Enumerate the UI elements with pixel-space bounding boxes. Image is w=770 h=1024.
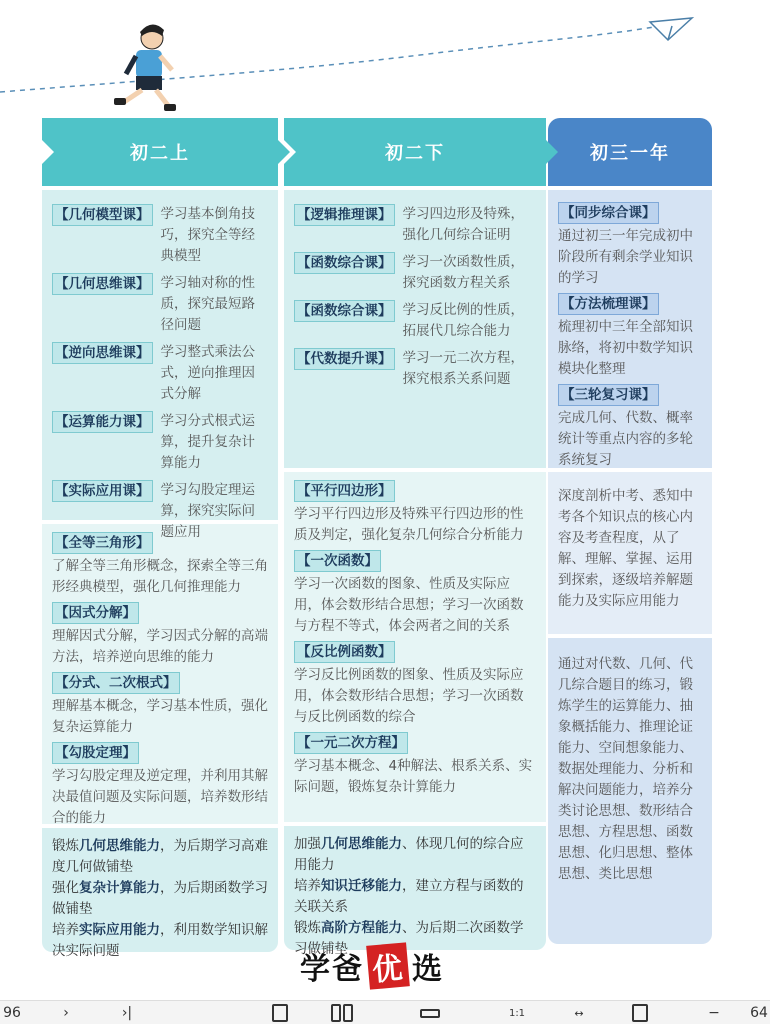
- summary-bold: 复杂计算能力: [79, 880, 160, 896]
- course-tag: 【函数综合课】: [294, 300, 395, 322]
- column-header: [42, 118, 278, 186]
- summary-box: [548, 638, 712, 944]
- summary-line: [52, 920, 268, 962]
- summary-pre: 培养: [294, 878, 321, 894]
- topic-tag: 【分式、二次根式】: [52, 672, 180, 694]
- scroll-view-icon[interactable]: [418, 1003, 442, 1023]
- logo-text: 选: [412, 952, 444, 987]
- summary-bold: 几何思维能力: [79, 838, 160, 854]
- course-desc: 梳理初中三年全部知识脉络，将初中数学知识模块化整理: [558, 319, 693, 377]
- course-row: [294, 204, 536, 246]
- course-tag: 【代数提升课】: [294, 348, 395, 370]
- summary-bold: 高阶方程能力: [321, 920, 402, 936]
- courses-box: [42, 190, 278, 540]
- topic-desc: 理解因式分解，学习因式分解的高端方法，培养逆向思维的能力: [52, 628, 268, 665]
- summary-line: [294, 834, 536, 876]
- topic-tag: 【平行四边形】: [294, 480, 395, 502]
- actual-size-icon[interactable]: 1:1: [508, 1007, 526, 1019]
- course-desc: 学习一次函数性质，探究函数方程关系: [402, 254, 524, 291]
- summary-text: 通过对代数、几何、代几综合题目的练习，锻炼学生的运算能力、抽象概括能力、推理论证能力、空间想象能力、数据处理能力、分析和解决问题能力，培养分类讨论思想、数形结合思想、方程思想、函数思想、化归思想、整体思想、类比思想: [558, 656, 693, 882]
- summary-box: [42, 828, 278, 959]
- running-boy-icon: [114, 24, 176, 111]
- topic: [294, 480, 536, 546]
- summary-line: [294, 876, 536, 918]
- column-grade9: [548, 118, 712, 944]
- topics-box: [42, 524, 278, 824]
- course-tag: 【实际应用课】: [52, 480, 153, 502]
- course-desc: 通过初三一年完成初中阶段所有剩余学业知识的学习: [558, 228, 693, 286]
- course: [558, 384, 702, 471]
- summary-pre: 锻炼: [294, 920, 321, 936]
- topic-desc: 学习平行四边形及特殊平行四边形的性质及判定，强化复杂几何综合分析能力: [294, 506, 524, 543]
- topic-desc: 学习勾股定理及逆定理，并利用其解决最值问题及实际问题，培养数形结合的能力: [52, 768, 268, 826]
- viewer-toolbar: [0, 1000, 770, 1024]
- topic: [52, 672, 268, 738]
- brand-logo: [300, 944, 444, 988]
- summary-bold: 知识迁移能力: [321, 878, 402, 894]
- double-page-icon[interactable]: [330, 1003, 354, 1023]
- summary-line: [52, 878, 268, 920]
- topic-desc: 学习基本概念、4种解法、根系关系、实际问题，锻炼复杂计算能力: [294, 758, 533, 795]
- summary-line: [52, 836, 268, 878]
- course-desc: 学习反比例的性质，拓展代几综合能力: [402, 302, 524, 339]
- topic: [294, 641, 536, 728]
- fit-width-icon[interactable]: ↔: [574, 1006, 584, 1020]
- last-page-icon[interactable]: ›|: [121, 1005, 133, 1021]
- course: [558, 202, 702, 289]
- logo-text: 学爸: [300, 952, 364, 987]
- topic-tag: 【反比例函数】: [294, 641, 395, 663]
- next-page-icon[interactable]: ›: [63, 1005, 69, 1021]
- course-desc: 学习基本倒角技巧，探究全等经典模型: [160, 206, 255, 264]
- summary-pre: 锻炼: [52, 838, 79, 854]
- course-row: [52, 204, 268, 267]
- course: [558, 293, 702, 380]
- summary-post: 、为后期二次函数学习做铺垫: [294, 920, 524, 957]
- column-title: 初三一年: [590, 143, 670, 164]
- courses-box: [284, 190, 546, 468]
- course-row: [294, 348, 536, 390]
- course-row: [294, 252, 536, 294]
- exam-analysis-text: 深度剖析中考、悉知中考各个知识点的核心内容及考查程度，从了解、理解、掌握、运用到探索，逐级培养解题能力及实际应用能力: [558, 488, 693, 609]
- course-tag: 【逻辑推理课】: [294, 204, 395, 226]
- column-title: 初二上: [130, 143, 190, 164]
- summary-post: 、体现几何的综合应用能力: [294, 836, 524, 873]
- course-tag: 【运算能力课】: [52, 411, 153, 433]
- course-tag: 【函数综合课】: [294, 252, 395, 274]
- topic-desc: 学习一次函数的图象、性质及实际应用，体会数形结合思想；学习一次函数与方程不等式，体会两者之间的关系: [294, 576, 524, 634]
- summary-box: [284, 826, 546, 957]
- course-tag: 【三轮复习课】: [558, 384, 659, 406]
- topic-desc: 理解基本概念，学习基本性质，强化复杂运算能力: [52, 698, 268, 735]
- page-number-left: 96: [3, 1005, 21, 1021]
- header-decoration: [0, 0, 770, 118]
- paper-plane-icon: [650, 18, 692, 40]
- course-desc: 学习勾股定理运算，探究实际问题应用: [160, 482, 255, 540]
- column-header: [284, 118, 546, 186]
- summary-pre: 加强: [294, 836, 321, 852]
- summary-post: ，为后期学习高难度几何做铺垫: [52, 838, 268, 875]
- fit-page-icon[interactable]: [628, 1003, 652, 1023]
- course-desc: 学习一元二次方程，探究根系关系问题: [402, 350, 524, 387]
- single-page-icon[interactable]: [270, 1003, 290, 1023]
- topic-tag: 【一次函数】: [294, 550, 381, 572]
- course-desc: 学习轴对称的性质，探究最短路径问题: [160, 275, 255, 333]
- topic-tag: 【全等三角形】: [52, 532, 153, 554]
- topic: [294, 732, 536, 798]
- course-desc: 学习四边形及特殊，强化几何综合证明: [402, 206, 524, 243]
- topics-box: [284, 472, 546, 822]
- zoom-out-icon[interactable]: −: [708, 1005, 720, 1021]
- topic: [294, 550, 536, 637]
- summary-post: ，建立方程与函数的关联关系: [294, 878, 524, 915]
- summary-bold: 实际应用能力: [79, 922, 160, 938]
- logo-highlight: 优: [366, 942, 410, 989]
- course-tag: 【同步综合课】: [558, 202, 659, 224]
- course-tag: 【方法梳理课】: [558, 293, 659, 315]
- course-row: [52, 342, 268, 405]
- topic-desc: 了解全等三角形概念，探索全等三角形经典模型，强化几何推理能力: [52, 558, 268, 595]
- course-tag: 【几何思维课】: [52, 273, 153, 295]
- topic-tag: 【一元二次方程】: [294, 732, 408, 754]
- course-row: [294, 300, 536, 342]
- summary-pre: 培养: [52, 922, 79, 938]
- summary-bold: 几何思维能力: [321, 836, 402, 852]
- course-desc: 学习分式根式运算，提升复杂计算能力: [160, 413, 255, 471]
- summary-post: ，为后期函数学习做铺垫: [52, 880, 268, 917]
- course-desc: 学习整式乘法公式，逆向推理因式分解: [160, 344, 255, 402]
- topic-tag: 【因式分解】: [52, 602, 139, 624]
- summary-pre: 强化: [52, 880, 79, 896]
- page-number-right: 64: [750, 1005, 768, 1021]
- exam-analysis-box: [548, 472, 712, 634]
- column-title: 初二下: [385, 143, 445, 164]
- column-grade8-first: [42, 118, 278, 959]
- topic-tag: 【勾股定理】: [52, 742, 139, 764]
- topic-desc: 学习反比例函数的图象、性质及实际应用，体会数形结合思想；学习一次函数与反比例函数的综合: [294, 667, 524, 725]
- course-desc: 完成几何、代数、概率统计等重点内容的多轮系统复习: [558, 410, 693, 468]
- courses-box: [548, 190, 712, 468]
- topic: [52, 742, 268, 829]
- course-row: [52, 411, 268, 474]
- column-header: [548, 118, 712, 186]
- course-row: [52, 273, 268, 336]
- summary-post: ，利用数学知识解决实际问题: [52, 922, 268, 959]
- course-tag: 【逆向思维课】: [52, 342, 153, 364]
- column-grade8-second: [284, 118, 546, 957]
- course-tag: 【几何模型课】: [52, 204, 153, 226]
- topic: [52, 602, 268, 668]
